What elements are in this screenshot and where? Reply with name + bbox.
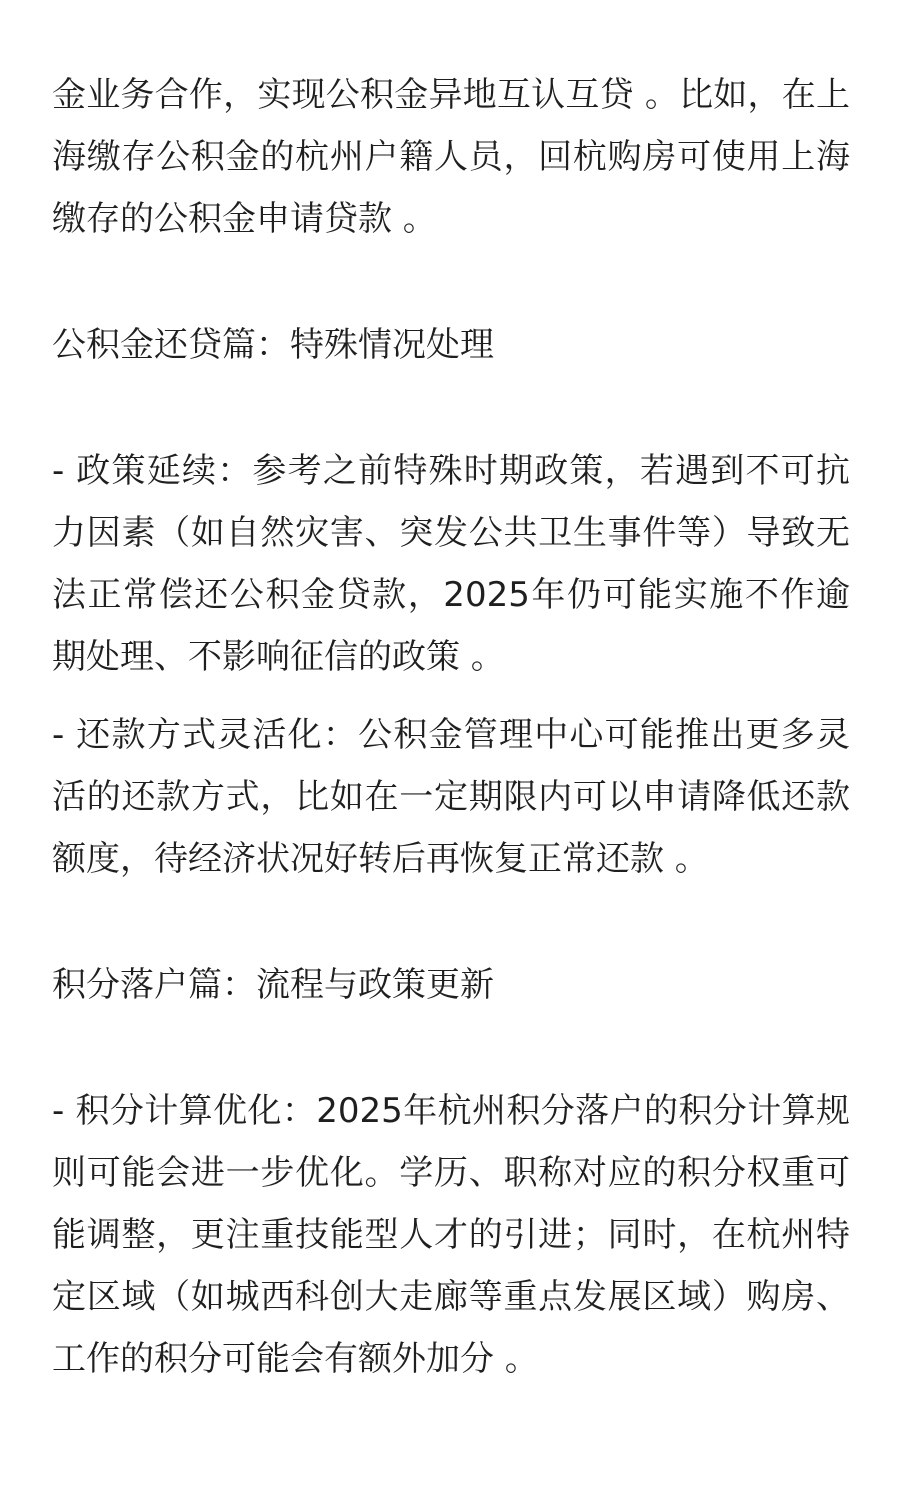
list-item-points-optimization: - 积分计算优化：2025年杭州积分落户的积分计算规则可能会进一步优化。学历、职称对应的积分权重可能调整，更注重技能型人才的引进；同时，在杭州特定区域（如城西科创大走廊等重点发展区域）购房、工作的积分可能会有额外加分 。 <box>52 1091 850 1379</box>
section-heading-repayment: 公积金还贷篇：特殊情况处理 <box>52 325 494 365</box>
spacer <box>52 890 850 954</box>
intro-paragraph: 金业务合作，实现公积金异地互认互贷 。比如，在上海缴存公积金的杭州户籍人员，回杭购房可使用上海缴存的公积金申请贷款 。 <box>52 75 850 239</box>
list-item-policy-continuation: - 政策延续：参考之前特殊时期政策，若遇到不可抗力因素（如自然灾害、突发公共卫生事件等）导致无法正常偿还公积金贷款，2025年仍可能实施不作逾期处理、不影响征信的政策 。 <box>52 451 850 677</box>
list-item-flexible-repayment: - 还款方式灵活化：公积金管理中心可能推出更多灵活的还款方式，比如在一定期限内可以申请降低还款额度，待经济状况好转后再恢复正常还款 。 <box>52 715 850 879</box>
spacer <box>52 1016 850 1080</box>
section-heading-settlement: 积分落户篇：流程与政策更新 <box>52 965 494 1005</box>
spacer <box>52 376 850 440</box>
spacer <box>52 250 850 314</box>
spacer <box>52 688 850 704</box>
